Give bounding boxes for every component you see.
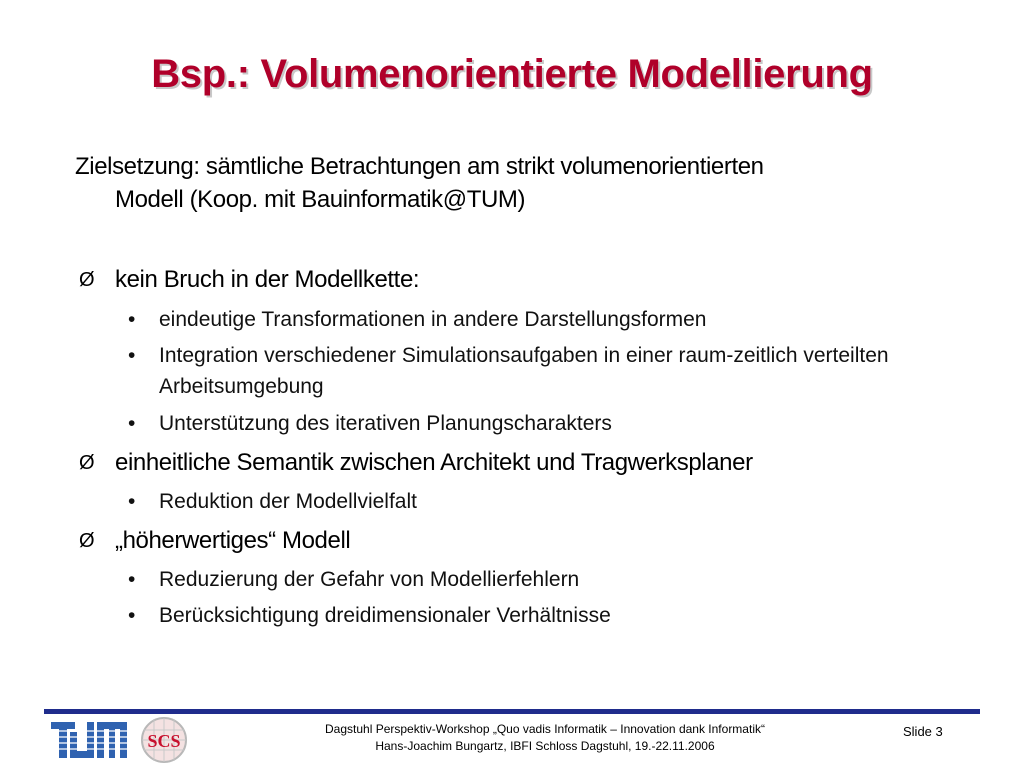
arrow-bullet-icon: Ø	[79, 269, 95, 291]
footer-rule	[44, 709, 980, 714]
footer-text	[280, 721, 810, 755]
slide-number-value: 3	[935, 724, 943, 739]
list-item-text: eindeutige Transformationen in andere Darstellungsformen	[159, 308, 707, 331]
bullet-dot-icon: •	[128, 308, 136, 331]
intro-line-1: Zielsetzung: sämtliche Betrachtungen am strikt volumenorientierten	[75, 153, 764, 180]
section-3-heading: „höherwertiges“ Modell	[115, 527, 351, 554]
arrow-bullet-icon: Ø	[79, 452, 95, 474]
list-item-text: Unterstützung des iterativen Planungscharakters	[159, 412, 612, 435]
arrow-bullet-icon: Ø	[79, 530, 95, 552]
section-2-heading: einheitliche Semantik zwischen Architekt und Tragwerksplaner	[115, 449, 753, 476]
scs-logo-text: SCS	[147, 731, 181, 751]
list-item-text: Berücksichtigung dreidimensionaler Verhältnisse	[159, 604, 611, 627]
slide-number	[903, 724, 943, 739]
footer-line-2: Hans-Joachim Bungartz, IBFI Schloss Dagstuhl, 19.-22.11.2006	[375, 739, 715, 753]
list-item-text: Reduzierung der Gefahr von Modellierfehlern	[159, 568, 580, 591]
scs-logo	[138, 716, 190, 764]
list-item-text: Reduktion der Modellvielfalt	[159, 490, 417, 513]
list-item-text: Integration verschiedener Simulationsaufgaben in einer raum-zeitlich verteilten Arbeitsumgebung	[159, 344, 889, 398]
intro-paragraph	[75, 150, 955, 216]
footer-line-1: Dagstuhl Perspektiv-Workshop „Quo vadis Informatik – Innovation dank Informatik“	[325, 722, 765, 736]
bullet-dot-icon: •	[128, 344, 136, 367]
slide-label: Slide	[903, 724, 932, 739]
intro-line-2: Modell (Koop. mit Bauinformatik@TUM)	[115, 186, 526, 213]
bullet-dot-icon: •	[128, 604, 136, 627]
tum-logo	[51, 720, 127, 760]
section-1-heading: kein Bruch in der Modellkette:	[115, 266, 420, 293]
bullet-dot-icon: •	[128, 490, 136, 513]
bullet-dot-icon: •	[128, 412, 136, 435]
slide-title: Bsp.: Volumenorientierte Modellierung	[151, 52, 873, 96]
bullet-dot-icon: •	[128, 568, 136, 591]
